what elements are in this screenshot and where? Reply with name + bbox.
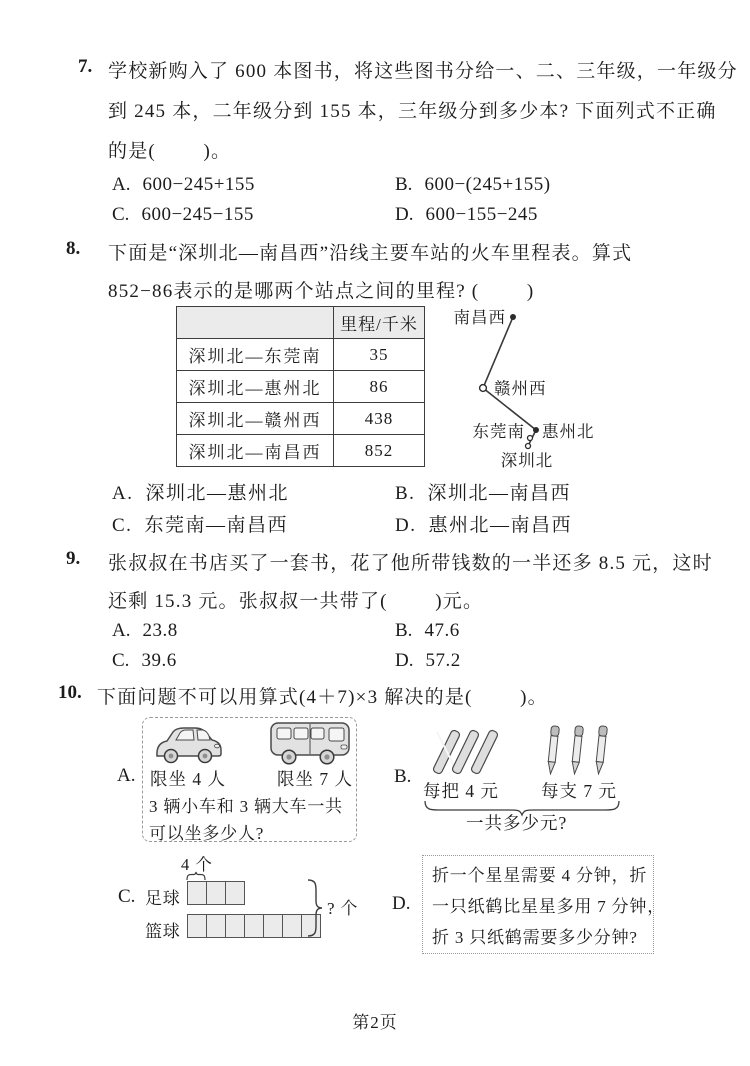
option-letter: C. bbox=[112, 650, 130, 671]
pen-icon bbox=[547, 726, 560, 775]
q10-d-line1: 折一个星星需要 4 分钟，折 bbox=[432, 866, 648, 885]
map-label-dongguannan: 东莞南 bbox=[472, 422, 525, 441]
q9-option-a bbox=[112, 620, 178, 642]
table-row bbox=[177, 339, 425, 371]
q10-number: 10. bbox=[58, 682, 82, 703]
route-cell: 深圳北—赣州西 bbox=[177, 403, 334, 435]
option-text: 600−155−245 bbox=[425, 204, 538, 225]
q10-option-a-letter: A. bbox=[117, 765, 136, 786]
soccer-bar bbox=[187, 881, 245, 905]
mileage-table bbox=[176, 306, 425, 467]
q7-number: 7. bbox=[78, 56, 93, 77]
q9-line2: 还剩 15.3 元。张叔叔一共带了( )元。 bbox=[108, 591, 484, 612]
unit-count-caption: 4 个 bbox=[181, 855, 213, 874]
km-cell: 86 bbox=[334, 371, 425, 403]
q7-option-c bbox=[112, 204, 254, 226]
q10-c-row1-label: 足球 bbox=[145, 889, 181, 908]
bus-capacity-caption: 限坐 7 人 bbox=[277, 769, 353, 789]
table-row bbox=[177, 371, 425, 403]
option-letter: C. bbox=[112, 515, 133, 536]
station-dot-dongguannan bbox=[528, 436, 533, 441]
option-text: 深圳北—惠州北 bbox=[145, 483, 289, 504]
q7-line1: 学校新购入了 600 本图书，将这些图书分给一、二、三年级，一年级分 bbox=[108, 61, 738, 82]
q9-option-b bbox=[395, 620, 460, 642]
q8-option-c bbox=[112, 510, 288, 537]
station-dot-shenzhenbei bbox=[526, 444, 531, 449]
ruler-price-caption: 每把 4 元 bbox=[423, 781, 499, 801]
q7-line3: 的是( )。 bbox=[108, 141, 232, 162]
option-text: 深圳北—南昌西 bbox=[427, 483, 571, 504]
map-label-huizhoubei: 惠州北 bbox=[542, 422, 595, 441]
car-capacity-caption: 限坐 4 人 bbox=[150, 769, 226, 789]
bar-cell bbox=[207, 881, 226, 905]
q10-option-b-letter: B. bbox=[394, 766, 412, 787]
option-text: 600−245+155 bbox=[142, 174, 255, 195]
route-cell: 深圳北—东莞南 bbox=[177, 339, 334, 371]
q7-option-a bbox=[112, 174, 255, 196]
table-header-row bbox=[177, 307, 425, 339]
ruler-icons bbox=[424, 727, 508, 779]
q8-option-d bbox=[395, 510, 572, 537]
option-letter: A. bbox=[112, 483, 134, 504]
route-cell: 深圳北—南昌西 bbox=[177, 435, 334, 467]
q8-number: 8. bbox=[66, 238, 81, 259]
page-number: 第2页 bbox=[352, 1013, 398, 1032]
q9-option-c bbox=[112, 650, 177, 672]
table-row bbox=[177, 403, 425, 435]
route-map-diagram bbox=[430, 296, 675, 474]
option-text: 57.2 bbox=[425, 650, 461, 671]
q8-option-b bbox=[395, 478, 571, 505]
option-text: 600−(245+155) bbox=[424, 174, 551, 195]
bar-cell bbox=[187, 914, 207, 938]
km-cell: 438 bbox=[334, 403, 425, 435]
option-letter: B. bbox=[395, 620, 413, 641]
station-dot-huizhoubei bbox=[533, 427, 539, 433]
q10-c-row2-label: 篮球 bbox=[145, 922, 181, 941]
option-letter: D. bbox=[395, 515, 417, 536]
option-letter: B. bbox=[395, 174, 413, 195]
q8-option-a bbox=[112, 478, 289, 505]
km-cell: 852 bbox=[334, 435, 425, 467]
bus-icon bbox=[268, 719, 352, 766]
option-letter: B. bbox=[395, 483, 416, 504]
q10-d-line2: 一只纸鹤比星星多用 7 分钟， bbox=[432, 897, 665, 916]
q10-d-line3: 折 3 只纸鹤需要多少分钟? bbox=[432, 928, 638, 947]
basketball-bar bbox=[187, 914, 321, 938]
q9-line1: 张叔叔在书店买了一套书，花了他所带钱数的一半还多 8.5 元，这时 bbox=[108, 553, 713, 574]
option-text: 23.8 bbox=[142, 620, 178, 641]
option-text: 600−245−155 bbox=[141, 204, 254, 225]
q10-c-brace-caption: ? 个 bbox=[327, 899, 359, 918]
pen-price-caption: 每支 7 元 bbox=[541, 781, 617, 801]
option-text: 47.6 bbox=[424, 620, 460, 641]
bar-cell bbox=[245, 914, 264, 938]
q9-number: 9. bbox=[66, 548, 81, 569]
option-letter: D. bbox=[395, 650, 414, 671]
bar-cell bbox=[187, 881, 207, 905]
overbrace-icon bbox=[186, 871, 206, 881]
q10-a-text2: 可以坐多少人? bbox=[149, 824, 265, 843]
km-cell: 35 bbox=[334, 339, 425, 371]
option-text: 39.6 bbox=[141, 650, 177, 671]
q7-option-b bbox=[395, 174, 551, 196]
q10-option-d-letter: D. bbox=[392, 893, 411, 914]
option-letter: C. bbox=[112, 204, 130, 225]
option-text: 东莞南—南昌西 bbox=[144, 515, 288, 536]
q7-line2: 到 245 本，二年级分到 155 本，三年级分到多少本? 下面列式不正确 bbox=[108, 101, 717, 122]
bar-cell bbox=[283, 914, 302, 938]
q10-option-c-letter: C. bbox=[118, 886, 136, 907]
q10-b-question: 一共多少元? bbox=[466, 813, 568, 833]
pen-icon bbox=[571, 726, 584, 775]
right-brace-icon bbox=[306, 879, 324, 937]
option-text: 惠州北—南昌西 bbox=[428, 515, 572, 536]
q10-a-text1: 3 辆小车和 3 辆大车一共 bbox=[149, 797, 343, 816]
option-letter: D. bbox=[395, 204, 414, 225]
header-km-cell: 里程/千米 bbox=[334, 307, 425, 339]
q7-option-d bbox=[395, 204, 538, 226]
bar-cell bbox=[226, 881, 245, 905]
q9-option-d bbox=[395, 650, 461, 672]
q10-stem: 下面问题不可以用算式(4＋7)×3 解决的是( )。 bbox=[97, 687, 548, 708]
station-dot-nanchangxi bbox=[510, 314, 516, 320]
option-letter: A. bbox=[112, 174, 131, 195]
pen-icon bbox=[595, 726, 608, 775]
bar-cell bbox=[226, 914, 245, 938]
bar-cell bbox=[264, 914, 283, 938]
q8-line1: 下面是“深圳北—南昌西”沿线主要车站的火车里程表。算式 bbox=[108, 243, 633, 264]
option-letter: A. bbox=[112, 620, 131, 641]
route-cell: 深圳北—惠州北 bbox=[177, 371, 334, 403]
pen-icons bbox=[541, 724, 621, 778]
map-label-nanchangxi: 南昌西 bbox=[453, 308, 506, 327]
map-label-ganzhouxi: 赣州西 bbox=[494, 379, 547, 398]
header-route-cell bbox=[177, 307, 334, 339]
q8-line2: 852−86表示的是哪两个站点之间的里程? ( ) bbox=[108, 281, 535, 302]
map-label-shenzhenbei: 深圳北 bbox=[500, 451, 554, 470]
table-row bbox=[177, 435, 425, 467]
car-icon bbox=[152, 723, 226, 769]
station-dot-ganzhouxi bbox=[480, 385, 487, 392]
bar-cell bbox=[207, 914, 226, 938]
